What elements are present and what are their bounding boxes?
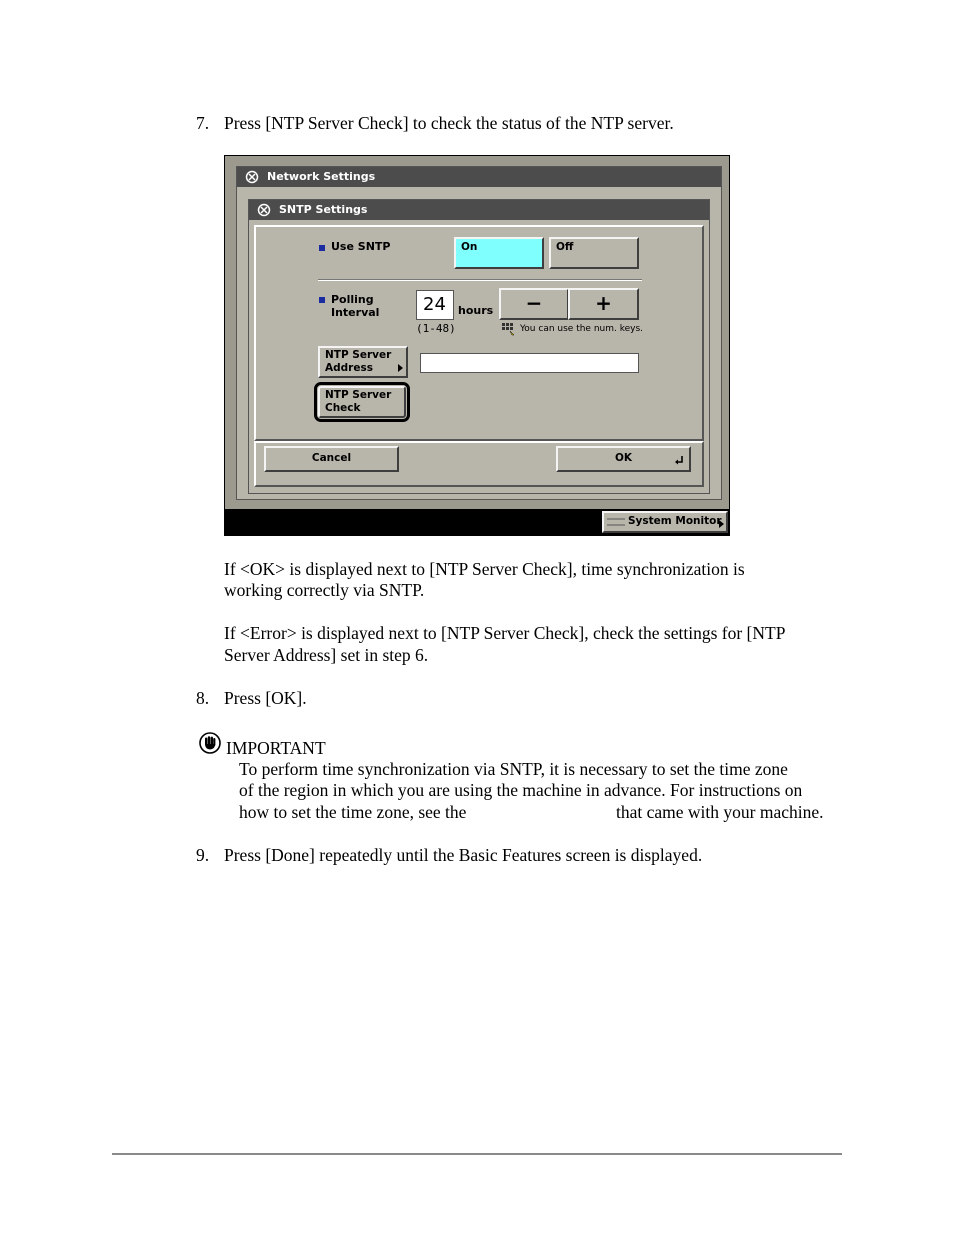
sntp-off-button[interactable] <box>549 237 639 269</box>
important-line-3b: that came with your machine. <box>616 802 824 822</box>
step-7-number: 7. <box>196 113 210 133</box>
error-paragraph-line-2: Server Address] set in step 6. <box>224 645 429 665</box>
step-9-number: 9. <box>196 845 210 865</box>
plus-icon: + <box>595 291 612 315</box>
numkeys-hint: You can use the num. keys. <box>520 324 644 334</box>
ok-paragraph-line-1: If <OK> is displayed next to [NTP Server Check], time synchronization is <box>224 559 745 579</box>
sntp-on-label: On <box>461 241 478 253</box>
network-settings-title: Network Settings <box>267 170 376 183</box>
ntp-address-line-1: NTP Server <box>325 349 392 361</box>
sntp-settings-frame <box>248 199 710 494</box>
system-monitor-label: System Monitor <box>628 515 722 527</box>
hours-label: hours <box>458 304 494 317</box>
ok-button[interactable] <box>556 446 691 472</box>
sntp-settings-titlebar <box>249 200 709 220</box>
important-line-2: of the region in which you are using the machine in advance. For instructions on <box>239 780 803 800</box>
important-line-3a: how to set the time zone, see the <box>239 802 467 822</box>
important-line-1: To perform time synchronization via SNTP, it is necessary to set the time zone <box>239 759 788 779</box>
divider <box>318 279 642 281</box>
step-8-number: 8. <box>196 688 210 708</box>
error-paragraph-line-1: If <Error> is displayed next to [NTP Server Check], check the settings for [NTP <box>224 623 786 643</box>
range-label: (1-48) <box>416 322 456 335</box>
sntp-off-label: Off <box>556 241 574 253</box>
ntp-server-address-button[interactable] <box>318 346 408 378</box>
use-sntp-label: Use SNTP <box>331 240 391 253</box>
network-settings-titlebar <box>237 167 721 187</box>
minus-icon: − <box>525 291 543 315</box>
polling-bullet <box>319 297 325 303</box>
ntp-server-address-field <box>420 353 639 373</box>
settings-gear-icon <box>257 203 271 217</box>
footer-rule <box>112 1153 842 1155</box>
important-heading: IMPORTANT <box>226 738 326 758</box>
polling-interval-field[interactable] <box>416 290 454 320</box>
polling-interval-value: 24 <box>423 294 446 315</box>
arrow-right-icon <box>398 364 403 372</box>
step-9-text: Press [Done] repeatedly until the Basic Features screen is displayed. <box>224 845 703 865</box>
increment-button[interactable] <box>568 288 639 320</box>
sntp-content-area <box>254 225 704 441</box>
step-7-text: Press [NTP Server Check] to check the status of the NTP server. <box>224 113 674 133</box>
polling-label-2: Interval <box>331 306 380 319</box>
system-monitor-icon <box>607 518 625 526</box>
ok-paragraph-line-2: working correctly via SNTP. <box>224 580 425 600</box>
system-monitor-button[interactable] <box>602 511 728 533</box>
decrement-button[interactable] <box>499 288 569 320</box>
use-sntp-bullet <box>319 245 325 251</box>
enter-icon <box>674 455 684 465</box>
cancel-label: Cancel <box>311 452 352 464</box>
polling-label-1: Polling <box>331 293 374 306</box>
network-settings-window <box>225 156 729 509</box>
settings-gear-icon <box>245 170 259 184</box>
arrow-right-icon <box>719 520 724 528</box>
sntp-on-button[interactable] <box>454 237 544 269</box>
ntp-server-check-button[interactable] <box>318 386 406 418</box>
ntp-address-line-2: Address <box>325 362 373 374</box>
cancel-button[interactable] <box>264 446 399 472</box>
ntp-check-line-1: NTP Server <box>325 389 392 401</box>
sntp-screenshot <box>224 155 730 536</box>
ok-label: OK <box>614 452 633 464</box>
sntp-footer-area <box>254 441 704 487</box>
network-settings-frame <box>236 166 722 500</box>
sntp-settings-title: SNTP Settings <box>279 203 368 216</box>
status-bar <box>224 509 730 536</box>
numeric-keypad-icon <box>501 322 515 336</box>
ntp-check-line-2: Check <box>325 402 361 414</box>
step-8-text: Press [OK]. <box>224 688 307 708</box>
important-hand-icon <box>199 732 221 754</box>
